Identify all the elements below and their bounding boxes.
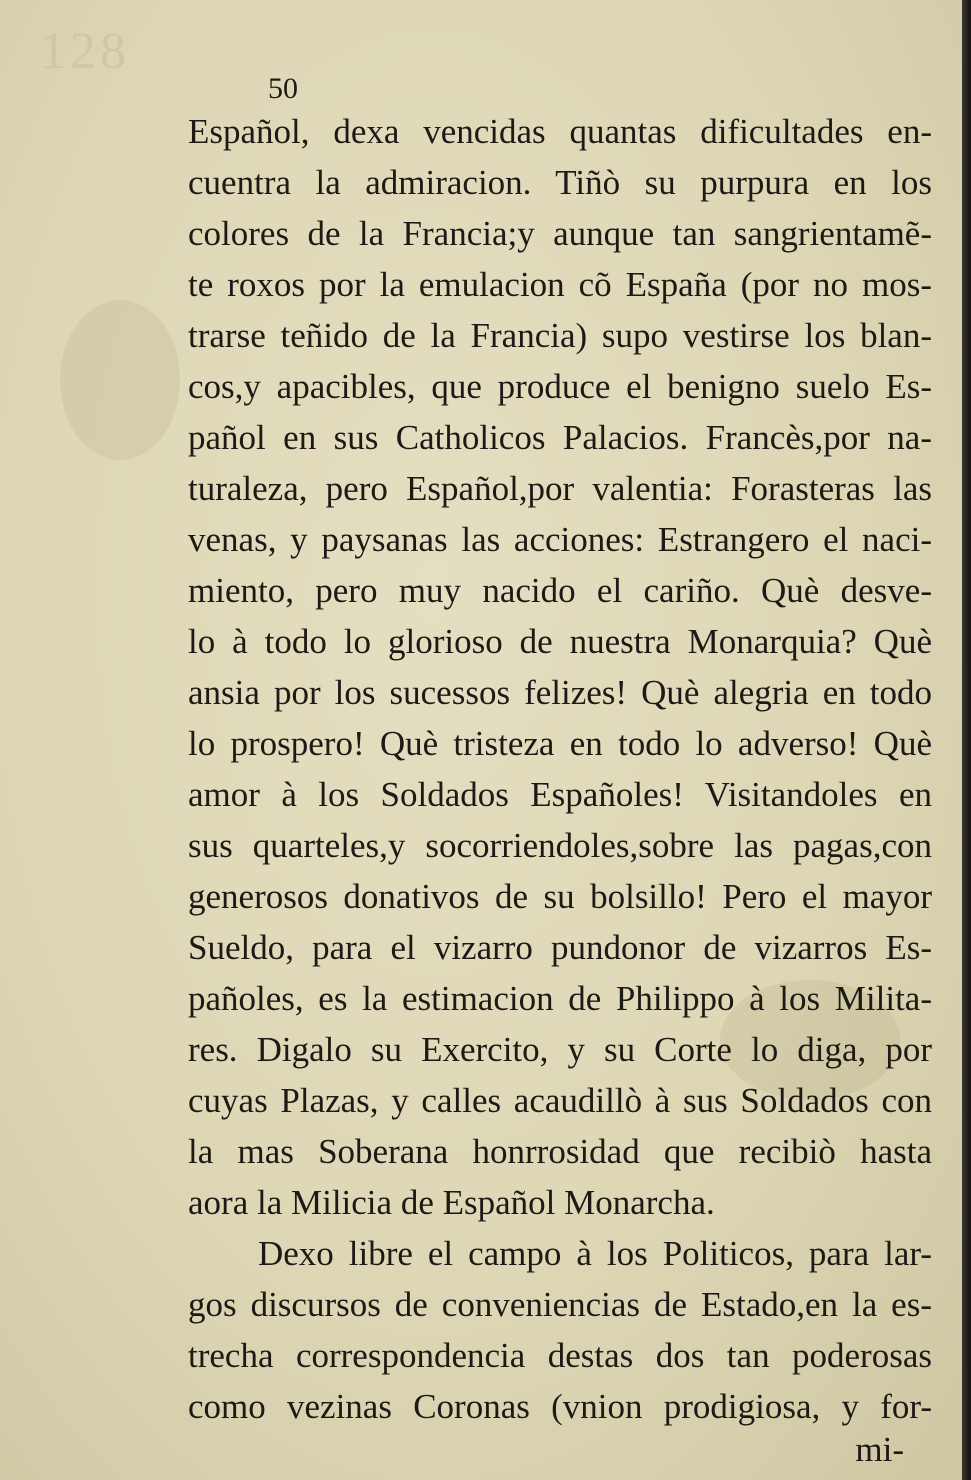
text-line: cos,y apacibles, que produce el benigno suelo Es- xyxy=(188,367,932,406)
text-line: colores de la Francia;y aunque tan sangrientamẽ- xyxy=(188,214,932,253)
text-line: como vezinas Coronas (vnion prodigiosa, y for- xyxy=(188,1387,932,1426)
text-line: la mas Soberana honrrosidad que recibiò hasta xyxy=(188,1132,932,1171)
text-line: Sueldo, para el vizarro pundonor de vizarros Es- xyxy=(188,928,932,967)
bleed-through-page-number: 128 xyxy=(40,23,130,80)
text-line: lo prospero! Què tristeza en todo lo adverso! Què xyxy=(188,724,932,763)
text-line: lo à todo lo glorioso de nuestra Monarquia? Què xyxy=(188,622,932,661)
text-line: aora la Milicia de Español Monarcha. xyxy=(188,1183,715,1222)
text-line: cuyas Plazas, y calles acaudillò à sus Soldados con xyxy=(188,1081,932,1120)
paper-stain xyxy=(60,300,180,460)
text-line: gos discursos de conveniencias de Estado,en la es- xyxy=(188,1285,932,1324)
text-line: ansia por los sucessos felizes! Què alegria en todo xyxy=(188,673,932,712)
text-line: trecha correspondencia destas dos tan poderosas xyxy=(188,1336,932,1375)
text-line: turaleza, pero Español,por valentia: Forasteras las xyxy=(188,469,932,508)
page-number: 50 xyxy=(268,72,298,105)
text-line: res. Digalo su Exercito, y su Corte lo diga, por xyxy=(188,1030,932,1069)
text-line: generosos donativos de su bolsillo! Pero el mayor xyxy=(188,877,932,916)
text-line: te roxos por la emulacion cõ España (por no mos- xyxy=(188,265,932,304)
text-line: trarse teñido de la Francia) supo vestirse los blan- xyxy=(188,316,932,355)
text-line: cuentra la admiracion. Tiñò su purpura en los xyxy=(188,163,932,202)
text-line: pañol en sus Catholicos Palacios. Francès,por na- xyxy=(188,418,932,457)
text-line: amor à los Soldados Españoles! Visitandoles en xyxy=(188,775,932,814)
catchword: mi- xyxy=(855,1430,904,1469)
text-line: sus quarteles,y socorriendoles,sobre las pagas,con xyxy=(188,826,932,865)
text-line: miento, pero muy nacido el cariño. Què desve- xyxy=(188,571,932,610)
paragraph-start-line: Dexo libre el campo à los Politicos, para lar- xyxy=(258,1234,932,1273)
text-line: pañoles, es la estimacion de Philippo à los Milita- xyxy=(188,979,932,1018)
text-line: venas, y paysanas las acciones: Estrangero el naci- xyxy=(188,520,932,559)
page-edge xyxy=(962,0,971,1480)
text-line: Español, dexa vencidas quantas dificultades en- xyxy=(188,112,932,151)
